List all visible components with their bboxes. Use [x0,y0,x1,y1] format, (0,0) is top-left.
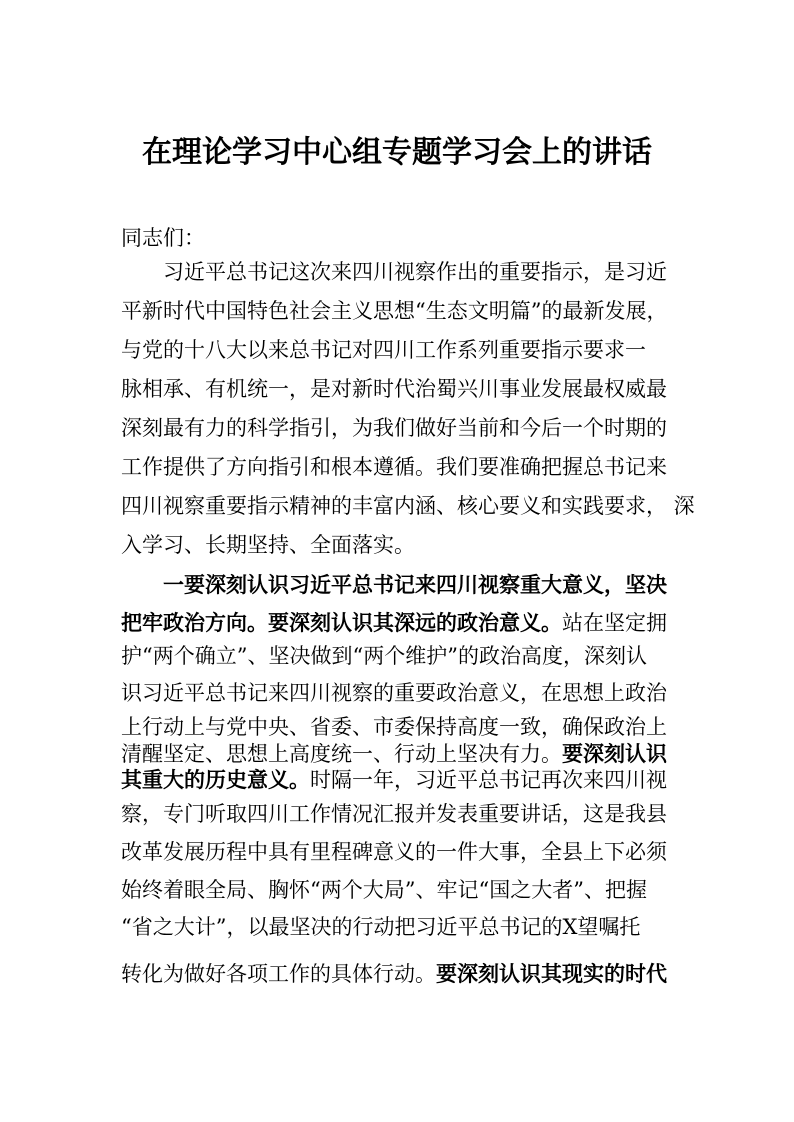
section-line: 察，专门听取四川工作情况汇报并发表重要讲话，这是我县 [121,802,667,826]
section-line [121,740,667,768]
paragraph-line: 入学习、长期坚持、全面落实。 [121,533,415,557]
body-text: 时隔一年，习近平总书记再次来四川视 [310,768,667,792]
section-line: 护“两个确立”、坚决做到“两个维护”的政治高度，深刻认 [121,644,647,668]
paragraph-line: 与党的十八大以来总书记对四川工作系列重要指示要求一 [121,338,646,362]
section-line: 始终着眼全局、胸怀“两个大局”、牢记“国之大者”、把握 [121,878,647,902]
section-line: 改革发展历程中具有里程碑意义的一件大事，全县上下必须 [121,840,667,864]
section-line [121,960,667,988]
paragraph-line: 深刻最有力的科学指引，为我们做好当前和今后一个时期的 [121,416,667,440]
paragraph-line: 习近平总书记这次来四川视察作出的重要指示，是习近 [163,260,667,284]
body-text: 清醒坚定、思想上高度统一、行动上坚决有力。 [121,742,562,766]
body-text: 站在坚定拥 [562,611,667,635]
bold-phrase: 把牢政治方向。要深刻认识其深远的政治意义。 [121,611,562,635]
section-line: 上行动上与党中央、省委、市委保持高度一致，确保政治上 [121,715,667,739]
paragraph-line: 平新时代中国特色社会主义思想“生态文明篇”的最新发展， [121,299,668,323]
section-line: “省之大计”，以最坚决的行动把习近平总书记的X望嘱托 [121,915,641,939]
section-line [121,609,667,637]
document-title: 在理论学习中心组专题学习会上的讲话 [142,135,652,170]
section-heading-line: 一要深刻认识习近平总书记来四川视察重大意义，坚决 [163,573,667,597]
section-line: 识习近平总书记来四川视察的重要政治意义，在思想上政治 [121,681,667,705]
bold-phrase: 其重大的历史意义。 [121,768,310,792]
paragraph-line: 工作提供了方向指引和根本遵循。我们要准确把握总书记来 [121,455,667,479]
bold-phrase: 要深刻认识 [562,742,667,766]
salutation: 同志们： [121,226,205,250]
paragraph-line: 四川视察重要指示精神的丰富内涵、核心要义和实践要求， 深 [121,494,695,518]
paragraph-line: 脉相承、有机统一，是对新时代治蜀兴川事业发展最权威最 [121,377,667,401]
section-line [121,766,667,794]
body-text: 转化为做好各项工作的具体行动。 [121,962,436,986]
bold-phrase: 要深刻认识其现实的时代 [436,962,667,986]
